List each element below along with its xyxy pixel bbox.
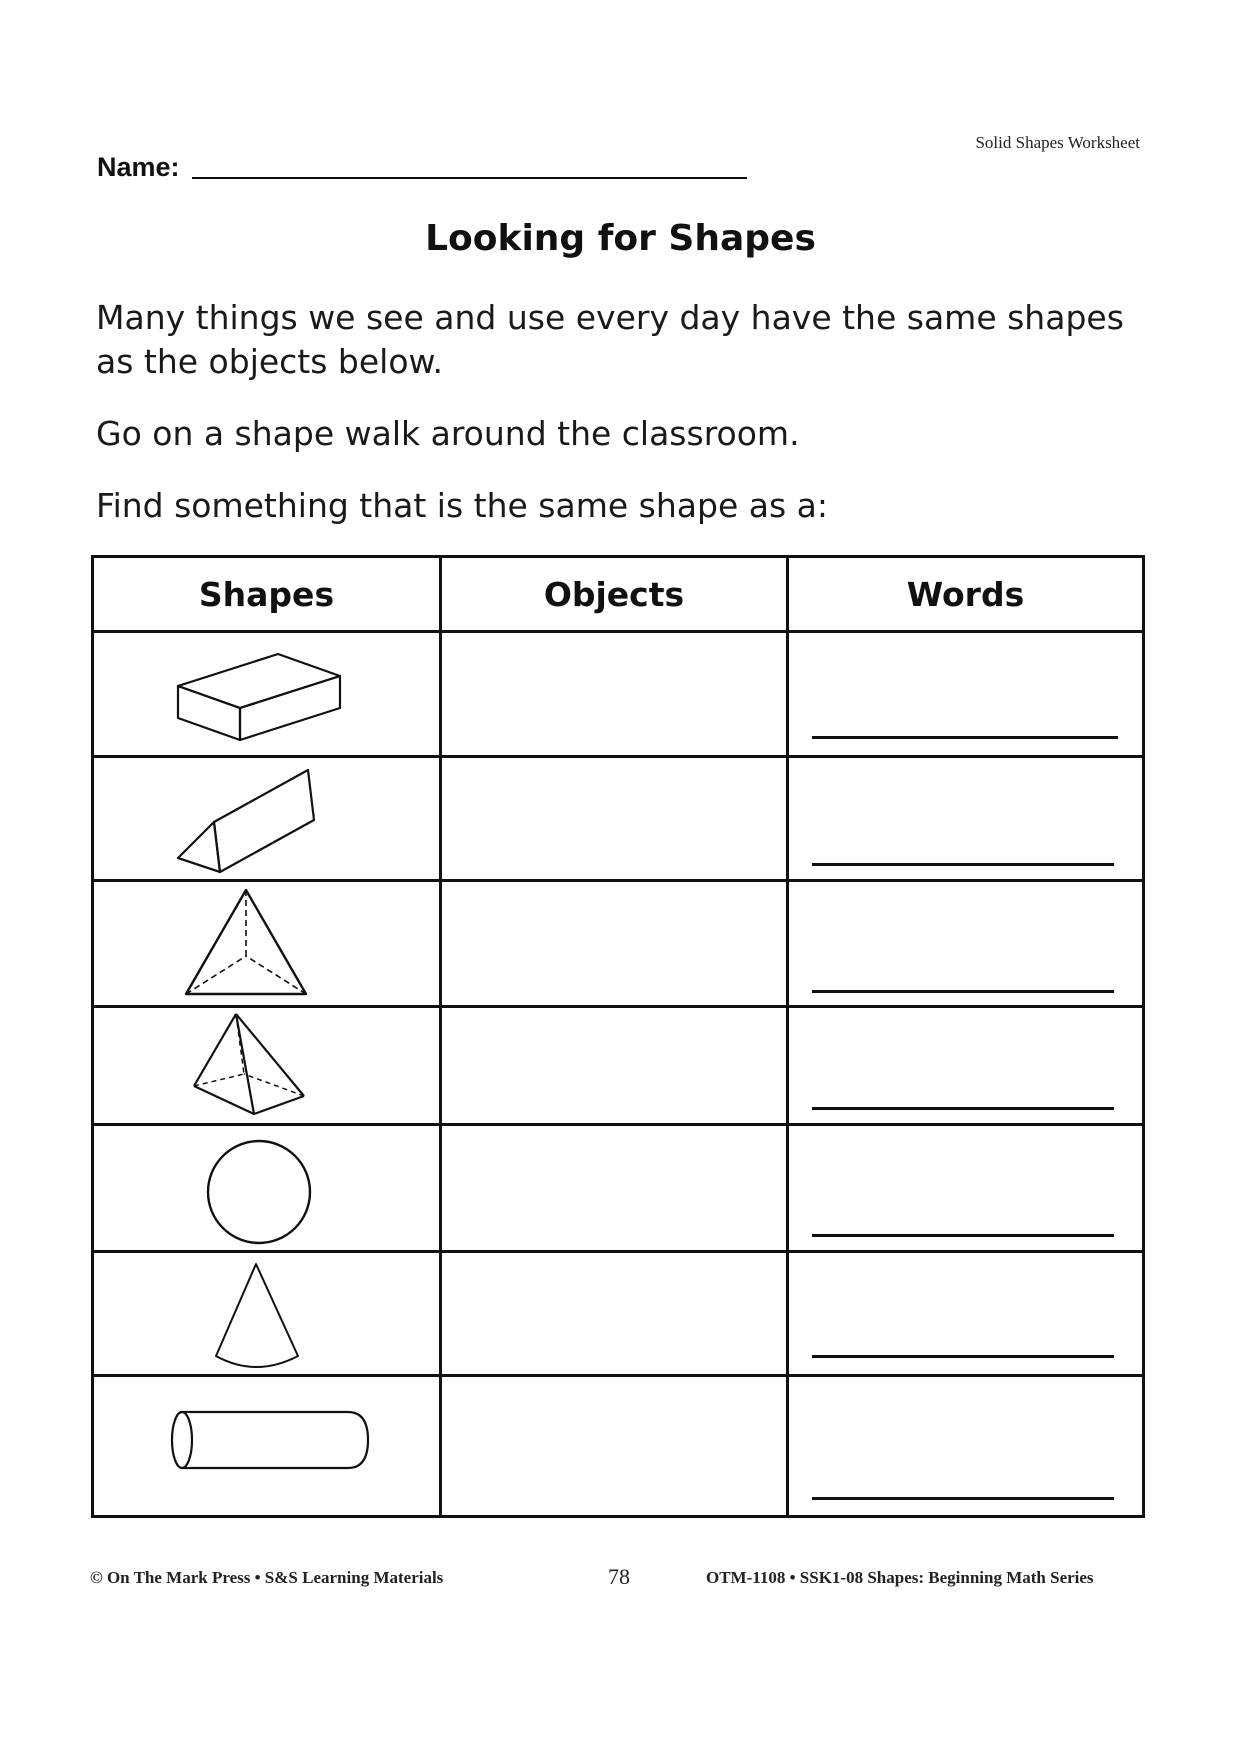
footer-series: OTM-1108 • SSK1-08 Shapes: Beginning Math Series [706, 1568, 1094, 1587]
instruction-3: Find something that is the same shape as a: [96, 486, 828, 525]
objects-cell-6[interactable] [442, 1253, 786, 1374]
words-answer-line-6[interactable] [812, 1355, 1114, 1358]
worksheet-label: Solid Shapes Worksheet [975, 133, 1140, 152]
words-answer-line-2[interactable] [812, 863, 1114, 866]
footer-publisher: © On The Mark Press • S&S Learning Materials [90, 1568, 444, 1587]
objects-cell-2[interactable] [442, 758, 786, 879]
objects-cell-4[interactable] [442, 1008, 786, 1123]
words-answer-line-5[interactable] [812, 1234, 1114, 1237]
instruction-1: Many things we see and use every day have the same shapes as the objects below. [96, 298, 1124, 381]
objects-cell-3[interactable] [442, 882, 786, 1005]
header-shapes: Shapes [198, 574, 335, 614]
objects-cell-7[interactable] [442, 1377, 786, 1515]
header-words: Words [906, 574, 1025, 614]
cylinder-icon [168, 1406, 372, 1476]
shapes-table [91, 555, 1145, 1518]
name-line[interactable] [192, 177, 747, 179]
triangular-prism-icon [174, 764, 324, 874]
cone-icon [210, 1260, 310, 1372]
words-answer-line-3[interactable] [812, 990, 1114, 993]
objects-cell-1[interactable] [442, 633, 786, 755]
words-answer-line-4[interactable] [812, 1107, 1114, 1110]
words-answer-line-7[interactable] [812, 1497, 1114, 1500]
instruction-2: Go on a shape walk around the classroom. [96, 414, 800, 453]
objects-cell-5[interactable] [442, 1126, 786, 1250]
page-title: Looking for Shapes [425, 218, 816, 259]
sphere-icon [204, 1138, 314, 1246]
column-divider [786, 558, 789, 1515]
triangular-pyramid-icon [182, 886, 312, 1000]
name-label: Name: [97, 152, 180, 182]
square-pyramid-icon [190, 1010, 310, 1120]
name-row [97, 152, 747, 183]
page-number: 78 [608, 1564, 630, 1589]
words-answer-line-1[interactable] [812, 736, 1118, 739]
header-objects: Objects [543, 574, 685, 614]
rectangular-prism-icon [174, 648, 344, 743]
